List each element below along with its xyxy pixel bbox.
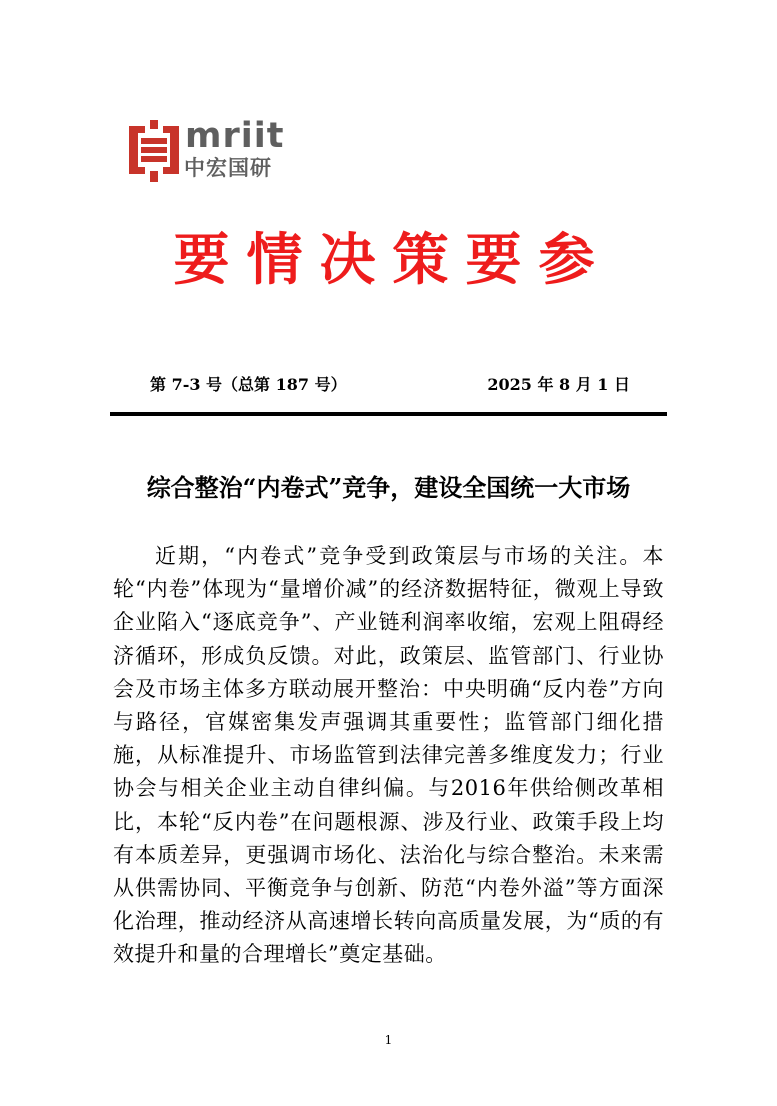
issue-number: 第 7-3 号（总第 187 号）: [150, 375, 347, 394]
header-divider: [110, 412, 667, 416]
publisher-logo: [127, 116, 287, 182]
article-title: 综合整治“内卷式”竞争，建设全国统一大市场: [146, 473, 631, 502]
stacked-bars-logo-icon: [127, 120, 183, 182]
publication-masthead: 要情决策要参: [173, 228, 612, 293]
logo-wordmark-latin: mriit: [185, 116, 285, 156]
page-number: 1: [384, 1033, 393, 1047]
logo-wordmark-chinese: 中宏国研: [184, 156, 272, 180]
issue-date: 2025 年 8 月 1 日: [487, 375, 630, 394]
article-body: 近期，“内卷式”竞争受到政策层与市场的关注。本轮“内卷”体现为“量增价减”的经济数据特征，微观上导致企业陷入“逐底竞争”、产业链利润率收缩，宏观上阻碍经济循环，形成负反馈。对此，政策层、监管部门、行业协会及市场主体多方联动展开整治：中央明确“反内卷”方向与路径，官媒密集发声强调其重要性；监管部门细化措施，从标准提升、市场监管到法律完善多维度发力；行业协会与相关企业主动自律纠偏。与2016年供给侧改革相比，本轮“反内卷”在问题根源、涉及行业、政策手段上均有本质差异，更强调市场化、法治化与综合整治。未来需从供需协同、平衡竞争与创新、防范“内卷外溢”等方面深化治理，推动经济从高速增长转向高质量发展，为“质的有效提升和量的合理增长”奠定基础。: [113, 544, 664, 967]
